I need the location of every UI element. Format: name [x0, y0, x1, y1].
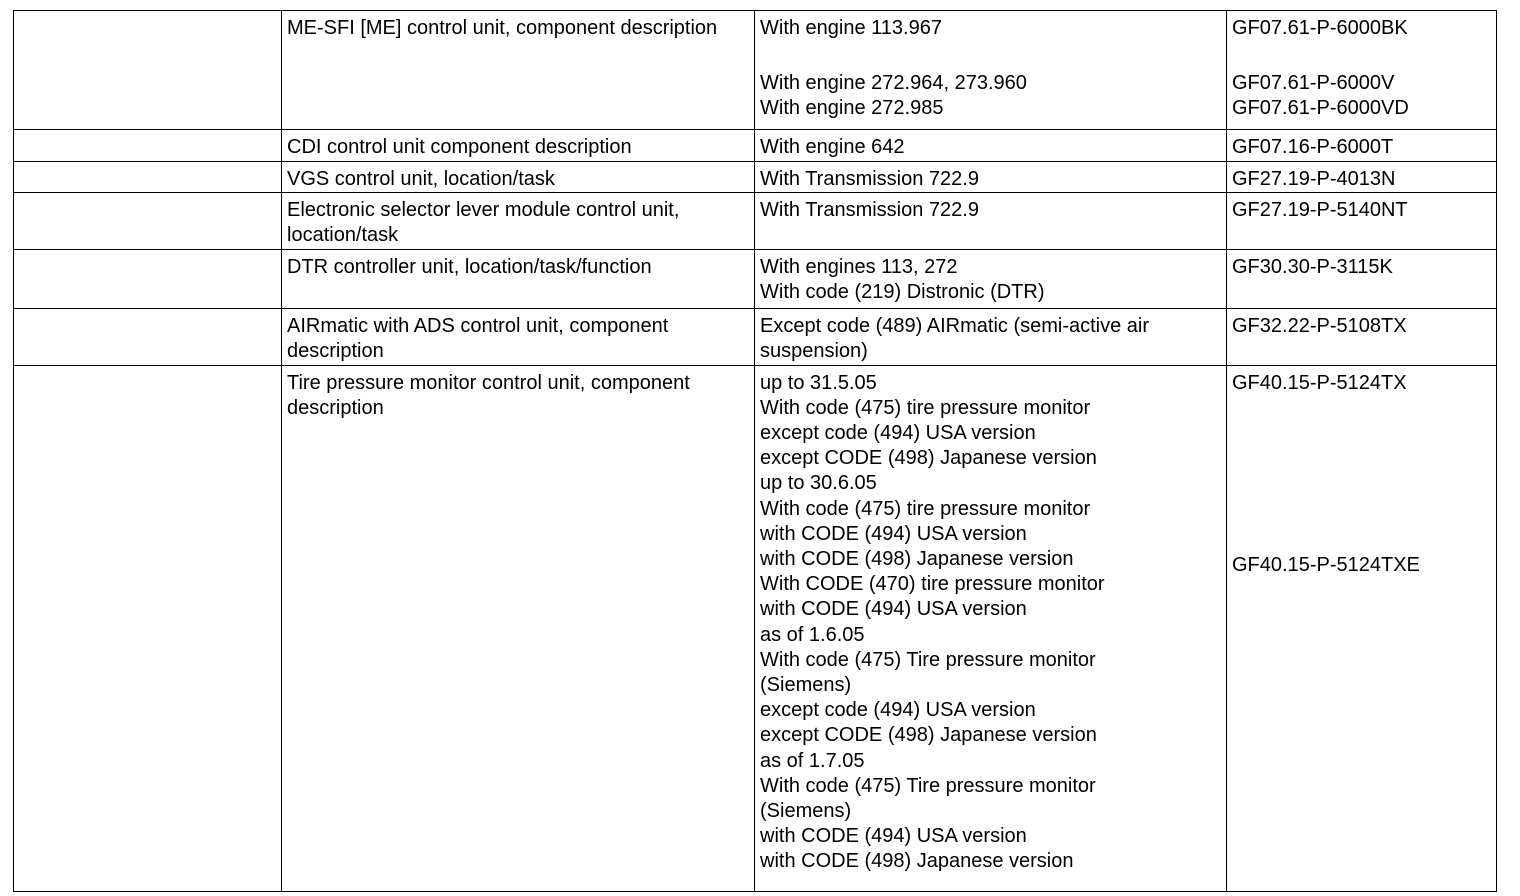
condition-line: Except code (489) AIRmatic (semi-active air suspension): [760, 315, 1150, 363]
table-row: [14, 365, 1497, 891]
component-cell: [282, 162, 755, 193]
condition-cell: [755, 193, 1227, 250]
condition-line: With code (475) Tire pressure monitor (Siemens): [760, 648, 1096, 697]
condition-line: with CODE (494) USA version: [760, 825, 1027, 848]
component-cell: [282, 193, 755, 250]
document-cell: [1227, 130, 1497, 162]
condition-line: as of 1.7.05: [760, 749, 865, 772]
component-name: ME-SFI [ME] control unit, component description: [287, 17, 718, 39]
condition-cell: [755, 250, 1227, 309]
table-row: [14, 162, 1497, 193]
blank-cell: [14, 130, 282, 162]
document-link: GF32.22-P-5108TX: [1232, 315, 1407, 338]
condition-line: With Transmission 722.9: [760, 199, 979, 222]
document-cell: [1227, 162, 1497, 193]
document-link: GF30.30-P-3115K: [1232, 256, 1393, 279]
condition-line: except CODE (498) Japanese version: [760, 447, 1097, 470]
condition-line: With Transmission 722.9: [760, 168, 979, 190]
document-link: GF40.15-P-5124TX: [1232, 371, 1407, 394]
condition-line: as of 1.6.05: [760, 623, 865, 646]
component-name: VGS control unit, location/task: [287, 168, 555, 190]
condition-line: except CODE (498) Japanese version: [760, 724, 1097, 747]
blank-cell: [14, 365, 282, 891]
document-link: GF27.19-P-5140NT: [1232, 199, 1408, 222]
document-link: GF07.61-P-6000BK: [1232, 17, 1408, 39]
condition-line: up to 31.5.05: [760, 371, 877, 394]
condition-line: With CODE (470) tire pressure monitor: [760, 573, 1105, 596]
table-row: [14, 130, 1497, 162]
document-link: GF07.61-P-6000V: [1232, 72, 1395, 95]
document-cell: [1227, 365, 1497, 891]
condition-line: up to 30.6.05: [760, 472, 877, 495]
condition-line: With code (219) Distronic (DTR): [760, 281, 1045, 304]
condition-line: With engine 113.967: [760, 17, 942, 39]
condition-line: With code (475) tire pressure monitor: [760, 396, 1091, 419]
component-cell: [282, 309, 755, 365]
table-row: [14, 309, 1497, 365]
component-name: CDI control unit component description: [287, 136, 632, 158]
blank-cell: [14, 309, 282, 365]
document-link: GF27.19-P-4013N: [1232, 168, 1396, 190]
blank-cell: [14, 193, 282, 250]
table-row: [14, 250, 1497, 309]
document-cell: [1227, 309, 1497, 365]
condition-line: With engine 272.985: [760, 97, 944, 120]
component-table: [13, 10, 1497, 892]
table-row: [14, 11, 1497, 130]
component-name: AIRmatic with ADS control unit, component description: [287, 315, 669, 363]
document-cell: [1227, 193, 1497, 250]
document-link: GF07.16-P-6000T: [1232, 136, 1394, 158]
condition-cell: [755, 130, 1227, 162]
condition-cell: [755, 309, 1227, 365]
table-row: [14, 193, 1497, 250]
condition-line: With engine 642: [760, 136, 905, 158]
condition-line: With code (475) tire pressure monitor: [760, 497, 1091, 520]
component-cell: [282, 130, 755, 162]
condition-line: with CODE (498) Japanese version: [760, 548, 1074, 571]
component-cell: [282, 365, 755, 891]
document-cell: [1227, 250, 1497, 309]
document-cell: [1227, 11, 1497, 130]
document-link: GF40.15-P-5124TXE: [1232, 553, 1420, 576]
condition-line: except code (494) USA version: [760, 699, 1036, 722]
component-name: DTR controller unit, location/task/function: [287, 256, 652, 279]
component-name: Tire pressure monitor control unit, component description: [287, 371, 690, 419]
condition-cell: [755, 365, 1227, 891]
blank-cell: [14, 250, 282, 309]
document-link: GF07.61-P-6000VD: [1232, 97, 1409, 120]
condition-line: with CODE (494) USA version: [760, 598, 1027, 621]
condition-cell: [755, 11, 1227, 130]
blank-cell: [14, 11, 282, 130]
condition-cell: [755, 162, 1227, 193]
condition-line: with CODE (498) Japanese version: [760, 850, 1074, 873]
condition-line: with CODE (494) USA version: [760, 522, 1027, 545]
blank-cell: [14, 162, 282, 193]
condition-line: With engines 113, 272: [760, 256, 958, 279]
component-cell: [282, 11, 755, 130]
condition-line: except code (494) USA version: [760, 422, 1036, 445]
condition-line: With engine 272.964, 273.960: [760, 72, 1027, 95]
component-cell: [282, 250, 755, 309]
condition-line: With code (475) Tire pressure monitor (Siemens): [760, 774, 1096, 823]
component-name: Electronic selector lever module control unit, location/task: [287, 199, 680, 247]
